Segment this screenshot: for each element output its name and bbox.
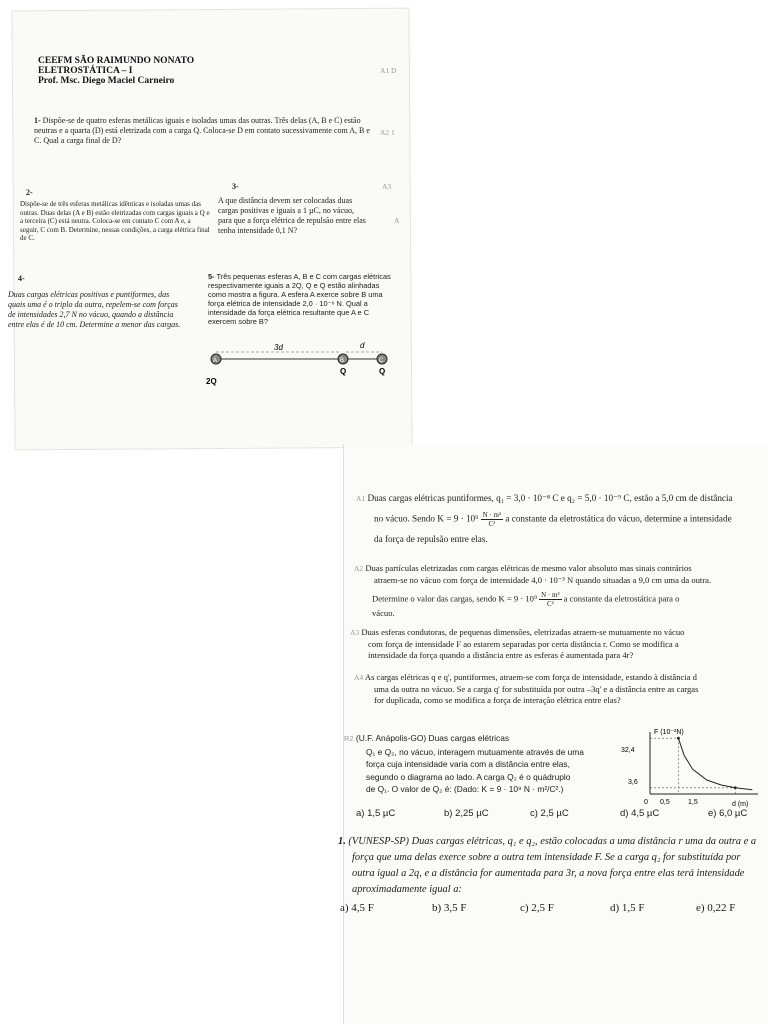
exercise-line-4: aproximadamente igual a: (352, 884, 462, 895)
question-number: 5- (208, 272, 215, 281)
charge-b-label: Q (340, 367, 347, 376)
sphere-b-letter: B (340, 358, 345, 364)
question-4-number: 4- (18, 274, 25, 283)
exercise-line-2: força que uma delas exerce sobre a outra tem intensidade F. Se a carga q₂ for substituída por (352, 852, 741, 863)
x-tick-0: 0 (644, 799, 648, 806)
exercise-a1 (356, 492, 760, 545)
question-text: Três pequenas esferas A, B e C com cargas elétricas respectivamente iguais a 2Q, Q e Q estão alinhadas como mostra a figura. A esfera A exerce sobre B uma força elétrica de intensidade 2,0 · 10⁻⁶ N. Qual a intensidade da força elétrica resultante que A e C exercem sobre B? (208, 272, 391, 326)
exercise-line-2: atraem-se no vácuo com força de intensidade 4,0 · 10⁻³ N quando situadas a 9,0 cm uma da outra. (374, 574, 712, 585)
exercise-line-4: segundo o diagrama ao lado. A carga Q₂ é o quádruplo (366, 771, 571, 782)
exercise-a2 (354, 563, 758, 620)
exercise-a3 (350, 627, 760, 662)
exercise-line-5: de Q₁. O valor de Q₂ é: (Dado: K = 9 · 10⁹ N · m²/C².) (366, 784, 564, 794)
r2-options (356, 808, 766, 824)
unit-fraction: $\frac{\text{N · m²}}{\text{C²}}$ (482, 510, 502, 528)
question-4-text: Duas cargas elétricas positivas e puntiformes, das quais uma é o triplo da outra, repelem-se com forças de intensidades 2,7 N no vácuo, quando a distância entre elas é de 10 cm. Determine a menor das cargas. (8, 290, 181, 329)
exercise-number: 1. (338, 836, 346, 847)
option-c[interactable]: c) 2,5 F (520, 902, 554, 914)
option-a[interactable]: a) 1,5 µC (356, 808, 396, 819)
subject-title: ELETROSTÁTICA – I (38, 66, 133, 76)
force-distance-chart (620, 724, 764, 812)
data-point-1 (734, 786, 737, 789)
exercise-line-3: da força de repulsão entre elas. (374, 533, 488, 544)
exercise-a4 (354, 672, 760, 707)
force-curve (678, 738, 752, 790)
vunesp-options (340, 902, 764, 920)
exercise-number: A2 (354, 564, 364, 573)
exercise-line-3: intensidade da força quando a distância entre as esferas é aumentada para 4r? (368, 650, 634, 660)
y-tick-3-6: 3,6 (628, 779, 638, 786)
charges-diagram (198, 338, 408, 390)
exercise-line-2b: a constante da eletrostática do vácuo, determine a intensidade (505, 513, 732, 524)
option-b[interactable]: b) 3,5 F (432, 902, 467, 914)
question-text: Dispõe-se de quatro esferas metálicas iguais e isoladas umas das outras. Três delas (A, B e C) estão neutras e a quarta (D) está eletrizada com a carga Q. Coloca-se D em contato sucessivamente com A, B e C. Qual a carga final de D? (34, 116, 370, 145)
exercise-line-1: (VUNESP-SP) Duas cargas elétricas, q₁ e q₂, estão colocadas a uma distância r uma da outra e a (348, 836, 757, 847)
option-e[interactable]: e) 6,0 µC (708, 808, 748, 819)
option-d[interactable]: d) 4,5 µC (620, 808, 660, 819)
x-tick-1-5: 1,5 (688, 799, 698, 806)
y-tick-32-4: 32,4 (621, 747, 635, 754)
x-tick-0-5: 0,5 (660, 799, 670, 806)
exercise-line-1: (U.F. Anápolis-GO) Duas cargas elétricas (355, 733, 510, 743)
exercise-line-4: vácuo. (372, 608, 395, 618)
x-axis-label: d (m) (732, 801, 749, 808)
sphere-a-letter: A (213, 358, 218, 364)
margin-note-4: A (394, 216, 400, 225)
exercise-line-1: Duas cargas elétricas puntiformes, q₁ = 3,0 · 10⁻⁸ C e q₂ = 5,0 · 10⁻⁹ C, estão a 5,0 cm de distância (367, 493, 733, 503)
option-e[interactable]: e) 0,22 F (696, 902, 736, 914)
sphere-c-letter: C (379, 358, 384, 364)
exercise-number: A4 (354, 673, 364, 682)
worksheet-header (38, 56, 338, 86)
exercise-line-3: outra igual a 2q, e a distância for aumentada para 3r, a nova força entre elas terá intensidade (352, 868, 745, 879)
exercise-line-2: uma da outra no vácuo. Se a carga q' for substituída por outra –3q' e a distância entre as cargas (374, 683, 699, 694)
charge-a-label: 2Q (206, 377, 217, 386)
exercise-line-2: com força de intensidade F ao estarem separadas por certa distância r. Como se modifica a (368, 638, 679, 649)
exercise-line-3: força cuja intensidade varia com a distância entre elas, (366, 759, 570, 769)
data-point-0 (677, 737, 680, 740)
option-d[interactable]: d) 1,5 F (610, 902, 645, 914)
exercise-line-3: for duplicada, como se modifica a força de interação elétrica entre elas? (374, 695, 621, 705)
exercise-vunesp (338, 834, 766, 898)
exercise-line-1: Duas partículas eletrizadas com cargas elétricas de mesmo valor absoluto mas sinais contrários (365, 563, 692, 573)
question-number: 1- (34, 116, 41, 125)
exercise-line-3a: Determine o valor das cargas, sendo K = 9 · 10⁹ (372, 593, 537, 604)
exercise-line-1: As cargas elétricas q e q', puntiformes, atraem-se com força de intensidade, estando à distância d (364, 672, 697, 682)
margin-note-1: A1 D (380, 66, 397, 75)
exercise-line-2: Q₁ e Q₂, no vácuo, interagem mutuamente através de uma (366, 746, 584, 757)
y-axis-label: F (10⁻²N) (654, 729, 684, 736)
exercise-r2 (344, 732, 620, 796)
unit-fraction: $\frac{\text{N · m²}}{\text{C²}}$ (541, 591, 560, 608)
label-3d: 3d (274, 343, 283, 352)
question-3-text: A que distância devem ser colocadas duas cargas positivas e iguais a 1 µC, no vácuo, para que a força elétrica de repulsão entre elas tenha intensidade 0,1 N? (218, 196, 366, 235)
option-b[interactable]: b) 2,25 µC (444, 808, 489, 819)
exercise-line-1: Duas esferas condutoras, de pequenas dimensões, eletrizadas atraem-se mutuamente no vácuo (361, 627, 685, 637)
question-3-number: 3- (232, 182, 239, 191)
exercise-number: A1 (356, 494, 366, 503)
margin-note-2: A2 1 (380, 128, 395, 137)
margin-note-3: A3 (382, 182, 392, 191)
charge-c-label: Q (379, 367, 386, 376)
school-name: CEEFM SÃO RAIMUNDO NONATO (38, 56, 195, 66)
option-c[interactable]: c) 2,5 µC (530, 808, 569, 819)
question-2-text: Dispõe-se de três esferas metálicas idênticas e isoladas umas das outras. Duas delas (A e B) estão eletrizadas com cargas iguais a Q e a terceira (C) está neutra. Coloca-se em contato C com A e, a seguir, C com B. Determine, nessas condições, a carga elétrica final de C. (20, 200, 210, 242)
exercise-line-2a: no vácuo. Sendo K = 9 · 10⁹ (374, 513, 479, 524)
question-2-number: 2- (26, 188, 33, 197)
exercise-number: A3 (350, 628, 360, 637)
label-d: d (360, 341, 365, 350)
exercise-number: R2 (344, 734, 354, 743)
teacher-name: Prof. Msc. Diego Maciel Carneiro (38, 76, 175, 86)
option-a[interactable]: a) 4,5 F (340, 902, 374, 914)
question-1 (34, 116, 370, 146)
question-5 (208, 272, 394, 326)
exercise-line-3b: a constante da eletrostática para o (563, 593, 680, 604)
chart-series (677, 737, 752, 790)
